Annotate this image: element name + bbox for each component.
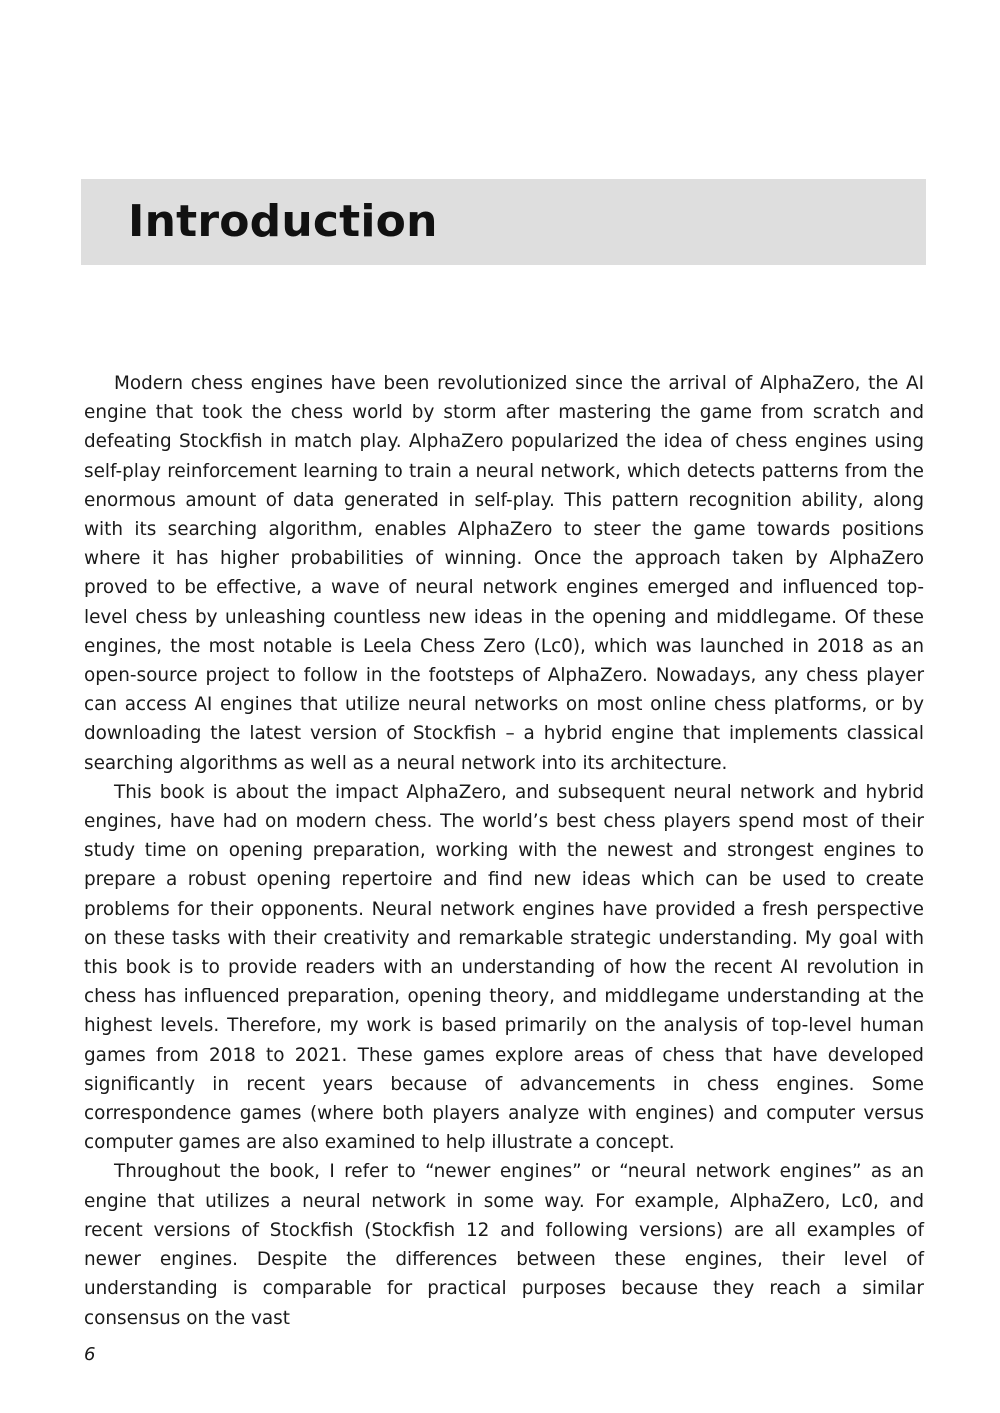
- chapter-title-band: [81, 179, 926, 265]
- paragraph-1: Modern chess engines have been revolutionized since the arrival of AlphaZero, the AI engine that took the chess world by storm after mastering the game from scratch and defeating Stockfish in match play. AlphaZero popularized the idea of chess engines using self-play reinforcement learning to train a neural network, which detects patterns from the enormous amount of data generated in self-play. This pattern recognition ability, along with its searching algorithm, enables AlphaZero to steer the game towards positions where it has higher probabilities of winning. Once the approach taken by AlphaZero proved to be effective, a wave of neural network engines emerged and influenced top-level chess by unleashing countless new ideas in the opening and middlegame. Of these engines, the most notable is Leela Chess Zero (Lc0), which was launched in 2018 as an open-source project to follow in the footsteps of AlphaZero. Nowadays, any chess player can access AI engines that utilize neural networks on most online chess platforms, or by downloading the latest version of Stockfish – a hybrid engine that implements classical searching algorithms as well as a neural network into its architecture.: [84, 373, 924, 774]
- page-number: 6: [84, 1344, 96, 1365]
- paragraph-2: This book is about the impact AlphaZero, and subsequent neural network and hybrid engines, have had on modern chess. The world’s best chess players spend most of their study time on opening preparation, working with the newest and strongest engines to prepare a robust opening repertoire and find new ideas which can be used to create problems for their opponents. Neural network engines have provided a fresh perspective on these tasks with their creativity and remarkable strategic understanding. My goal with this book is to provide readers with an understanding of how the recent AI revolution in chess has influenced preparation, opening theory, and middlegame understanding at the highest levels. Therefore, my work is based primarily on the analysis of top-level human games from 2018 to 2021. These games explore areas of chess that have developed significantly in recent years because of advancements in chess engines. Some correspondence games (where both players analyze with engines) and computer versus computer games are also examined to help illustrate a concept.: [84, 781, 924, 1154]
- chapter-title: Introduction: [128, 196, 438, 247]
- body-text: [84, 369, 924, 1333]
- paragraph-3: Throughout the book, I refer to “newer engines” or “neural network engines” as an engine that utilizes a neural network in some way. For example, AlphaZero, Lc0, and recent versions of Stockfish (Stockfish 12 and following versions) are all examples of newer engines. Despite the differences between these engines, their level of understanding is comparable for practical purposes because they reach a similar consensus on the vast: [84, 1161, 924, 1329]
